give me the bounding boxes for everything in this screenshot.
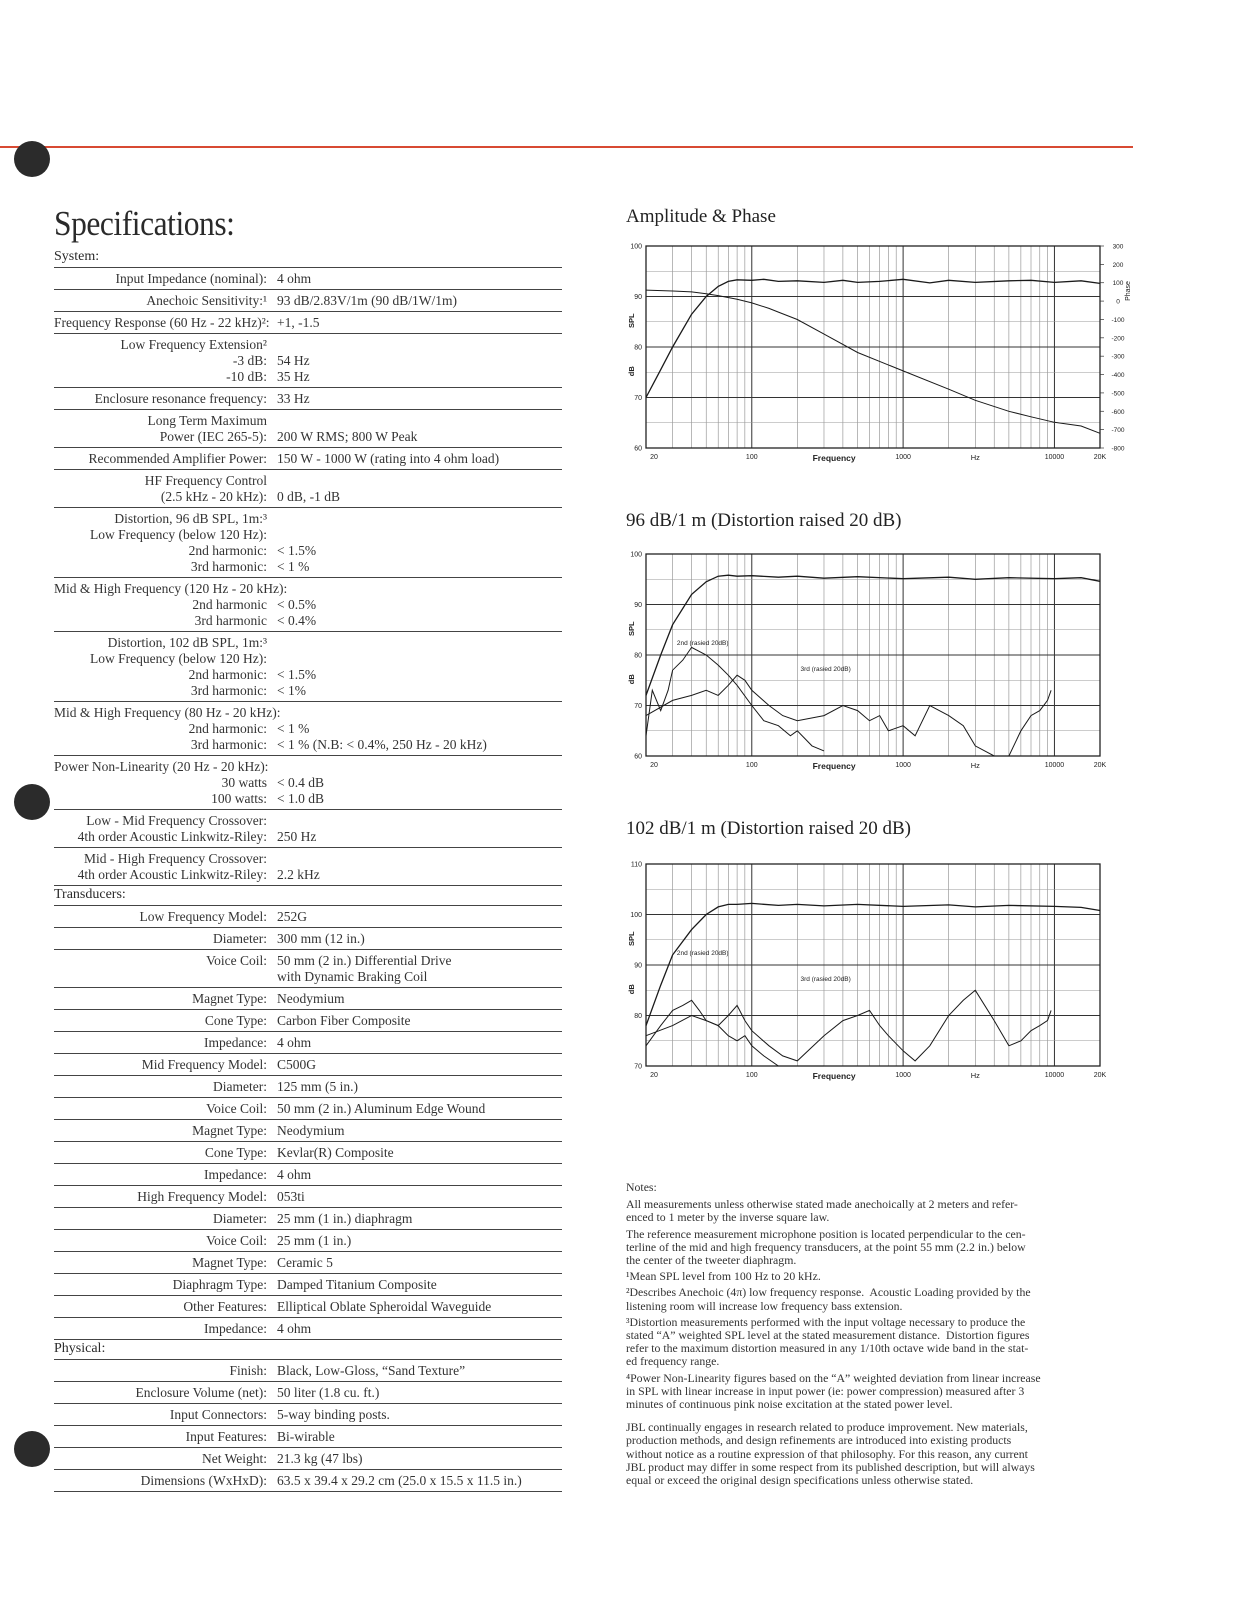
spec-value: C500G xyxy=(277,1057,317,1072)
binder-hole-middle xyxy=(14,784,50,820)
x-tick-label: 20 xyxy=(650,1072,658,1079)
annotation-2nd: 2nd (rasied 20dB) xyxy=(676,639,729,647)
spec-row xyxy=(54,1470,562,1492)
spec-label: Impedance: xyxy=(204,1035,267,1050)
y-tick-label: 70 xyxy=(634,1063,642,1071)
chart-title-amplitude-phase: Amplitude & Phase xyxy=(626,206,776,227)
note-paragraph: The reference measurement microphone position is located perpendicular to the cen- terline of the mid and high frequency transducers, at the point 55 mm (2.2 in.) below the center of the tweeter diaphragm. xyxy=(626,1226,1026,1268)
chart-title-102db: 102 dB/1 m (Distortion raised 20 dB) xyxy=(626,818,911,839)
spec-value: 50 mm (2 in.) Aluminum Edge Wound xyxy=(277,1101,486,1116)
spec-row xyxy=(54,470,562,508)
spec-row xyxy=(54,268,562,290)
x-tick-label: 10000 xyxy=(1044,762,1065,769)
spec-label: Low Frequency Extension² -3 dB: -10 dB: xyxy=(120,337,267,384)
closing-statement: JBL continually engages in research related to produce improvement. New materials, production methods, and design refinements are introduced into existing products without notice as a routine expression of that philosophy. For this reason, any current JBL product may differ in some respect from its published description, but will always equal or exceed the original design specifications unless otherwise stated. xyxy=(626,1420,1035,1488)
spec-value: 200 W RMS; 800 W Peak xyxy=(277,429,418,444)
spec-label: Anechoic Sensitivity:¹ xyxy=(146,293,267,308)
spec-label: Voice Coil: xyxy=(206,1233,267,1248)
series-line xyxy=(646,990,1051,1061)
distortion-96db-chart xyxy=(626,548,1166,788)
spec-label: Low Frequency Model: xyxy=(139,909,267,924)
notes-section xyxy=(626,1181,1126,1490)
spec-value: Kevlar(R) Composite xyxy=(277,1145,394,1160)
x-tick-label: 1000 xyxy=(895,762,911,769)
spec-value: Neodymium xyxy=(277,991,345,1006)
spec-label: Power Non-Linearity (20 Hz - 20 kHz): 30 watts 100 watts: xyxy=(54,759,269,806)
spec-row xyxy=(54,1032,562,1054)
x-tick-label: 20K xyxy=(1093,1072,1107,1079)
spec-value: 4 ohm xyxy=(277,1035,312,1050)
section-heading: Transducers: xyxy=(54,886,562,906)
spec-row xyxy=(54,334,562,388)
spec-label: Diameter: xyxy=(213,931,267,946)
spec-value: Ceramic 5 xyxy=(277,1255,333,1270)
note-paragraph: All measurements unless otherwise stated made anechoically at 2 meters and refer- enced to 1 meter by the inverse square law. xyxy=(626,1197,1018,1225)
spec-label: Mid Frequency Model: xyxy=(141,1057,267,1072)
spec-row xyxy=(54,950,562,988)
phase-tick-label: -100 xyxy=(1111,316,1125,324)
note-paragraph: ¹Mean SPL level from 100 Hz to 20 kHz. xyxy=(626,1269,821,1284)
spec-label: Finish: xyxy=(229,1363,267,1378)
spec-value: Elliptical Oblate Spheroidal Waveguide xyxy=(277,1299,492,1314)
spec-value: Black, Low-Gloss, “Sand Texture” xyxy=(277,1363,466,1378)
spec-row xyxy=(54,928,562,950)
spec-value: 21.3 kg (47 lbs) xyxy=(277,1451,363,1466)
y-tick-label: 80 xyxy=(634,652,642,660)
spec-row xyxy=(54,1010,562,1032)
y-axis-label-db: dB xyxy=(627,366,636,377)
spec-value: 50 mm (2 in.) Differential Drive with Dynamic Braking Coil xyxy=(277,953,452,984)
spec-label: Magnet Type: xyxy=(192,1123,267,1138)
spec-label: Voice Coil: xyxy=(206,953,267,968)
series-line xyxy=(646,279,1100,397)
specifications-panel xyxy=(54,204,562,1492)
header-rule xyxy=(0,146,1133,148)
x-tick-label: 100 xyxy=(745,1072,758,1079)
spec-value: 25 mm (1 in.) diaphragm xyxy=(277,1211,413,1226)
spec-label: Voice Coil: xyxy=(206,1101,267,1116)
notes-heading: Notes: xyxy=(626,1180,657,1194)
spec-label: Impedance: xyxy=(204,1321,267,1336)
spec-value: < 0.5% < 0.4% xyxy=(277,597,317,628)
spec-value: 252G xyxy=(277,909,307,924)
spec-value: 2.2 kHz xyxy=(277,867,320,882)
spec-value: < 1.5% < 1 % xyxy=(277,543,317,574)
spec-row xyxy=(54,988,562,1010)
spec-label: Recommended Amplifier Power: xyxy=(88,451,267,466)
spec-row xyxy=(54,1230,562,1252)
spec-label: HF Frequency Control (2.5 kHz - 20 kHz): xyxy=(144,473,267,504)
specifications-title: Specifications: xyxy=(54,204,235,243)
spec-value: Neodymium xyxy=(277,1123,345,1138)
x-tick-label: 1000 xyxy=(895,454,911,461)
spec-row xyxy=(54,1296,562,1318)
spec-row xyxy=(54,1186,562,1208)
spec-value: 053ti xyxy=(277,1189,305,1204)
spec-row xyxy=(54,702,562,756)
series-line xyxy=(646,290,1100,433)
spec-label: Input Features: xyxy=(185,1429,267,1444)
phase-tick-label: -400 xyxy=(1111,372,1125,380)
y-tick-label: 60 xyxy=(634,445,642,453)
spec-row xyxy=(54,906,562,928)
x-tick-label: 100 xyxy=(745,762,758,769)
y-tick-label: 110 xyxy=(630,861,642,869)
phase-tick-label: -700 xyxy=(1111,427,1125,435)
spec-row xyxy=(54,1448,562,1470)
spec-label: Magnet Type: xyxy=(192,991,267,1006)
spec-value: 54 Hz 35 Hz xyxy=(277,353,310,384)
spec-row xyxy=(54,1426,562,1448)
spec-value: 125 mm (5 in.) xyxy=(277,1079,358,1094)
phase-tick-label: -200 xyxy=(1111,335,1125,343)
phase-tick-label: -800 xyxy=(1111,445,1125,453)
x-axis-label: Frequency xyxy=(812,1071,856,1081)
x-tick-label: 10000 xyxy=(1044,1072,1065,1079)
x-tick-label: 20 xyxy=(650,454,658,461)
spec-label: Other Features: xyxy=(183,1299,267,1314)
x-tick-label: 20K xyxy=(1093,454,1107,461)
spec-value: 150 W - 1000 W (rating into 4 ohm load) xyxy=(277,451,500,466)
spec-row xyxy=(54,1404,562,1426)
x-tick-label: 1000 xyxy=(895,1072,911,1079)
specifications-table xyxy=(54,248,562,1492)
spec-value: 25 mm (1 in.) xyxy=(277,1233,352,1248)
spec-value: 4 ohm xyxy=(277,1321,312,1336)
y-tick-label: 60 xyxy=(634,753,642,761)
y-tick-label: 100 xyxy=(630,551,642,559)
chart-title-96db: 96 dB/1 m (Distortion raised 20 dB) xyxy=(626,510,902,531)
spec-label: Distortion, 96 dB SPL, 1m:³ Low Frequency (below 120 Hz): 2nd harmonic: 3rd harmonic: xyxy=(90,511,267,574)
section-heading: System: xyxy=(54,248,562,268)
binder-hole-bottom xyxy=(14,1431,50,1467)
spec-row xyxy=(54,410,562,448)
spec-row xyxy=(54,1274,562,1296)
phase-tick-label: -300 xyxy=(1111,353,1125,361)
y-tick-label: 100 xyxy=(630,912,642,919)
spec-label: Mid - High Frequency Crossover: 4th order Acoustic Linkwitz-Riley: xyxy=(77,851,267,882)
note-paragraph: ²Describes Anechoic (4π) low frequency response. Acoustic Loading provided by the listening room will increase low frequency bass extension. xyxy=(626,1285,1031,1313)
spec-label: Diaphragm Type: xyxy=(172,1277,267,1292)
spec-value: < 1.5% < 1% xyxy=(277,667,317,698)
spec-row xyxy=(54,756,562,810)
spec-row xyxy=(54,1252,562,1274)
spec-row xyxy=(54,810,562,848)
spec-row xyxy=(54,1054,562,1076)
spec-value: < 0.4 dB < 1.0 dB xyxy=(277,775,324,806)
spec-label: Input Connectors: xyxy=(169,1407,267,1422)
spec-label: Dimensions (WxHxD): xyxy=(140,1473,267,1488)
spec-value: 300 mm (12 in.) xyxy=(277,931,365,946)
y-tick-label: 90 xyxy=(634,294,642,301)
amplitude-phase-chart xyxy=(626,240,1166,480)
spec-row xyxy=(54,388,562,410)
x-tick-label: 10000 xyxy=(1044,454,1065,461)
spec-value: Carbon Fiber Composite xyxy=(277,1013,411,1028)
y-tick-label: 100 xyxy=(630,243,642,251)
spec-value: 63.5 x 39.4 x 29.2 cm (25.0 x 15.5 x 11.5 in.) xyxy=(277,1473,522,1488)
spec-label: Enclosure resonance frequency: xyxy=(94,391,267,406)
spec-label: Impedance: xyxy=(204,1167,267,1182)
spec-row xyxy=(54,1382,562,1404)
x-tick-label: 20K xyxy=(1093,762,1107,769)
x-tick-label: 20 xyxy=(650,762,658,769)
x-unit-label: Hz xyxy=(970,1071,980,1080)
spec-label: Diameter: xyxy=(213,1211,267,1226)
spec-value: 50 liter (1.8 cu. ft.) xyxy=(277,1385,380,1400)
y-axis-label-spl: SPL xyxy=(627,621,636,637)
phase-tick-label: -500 xyxy=(1111,390,1125,398)
series-line xyxy=(646,575,1100,695)
spec-label: Magnet Type: xyxy=(192,1255,267,1270)
spec-value: 5-way binding posts. xyxy=(277,1407,390,1422)
spec-row xyxy=(54,1076,562,1098)
spec-value: 0 dB, -1 dB xyxy=(277,489,341,504)
spec-value: 4 ohm xyxy=(277,1167,312,1182)
distortion-102db-chart xyxy=(626,858,1166,1098)
spec-row xyxy=(54,290,562,312)
annotation-3rd: 3rd (rasied 20dB) xyxy=(800,666,851,674)
phase-tick-label: 0 xyxy=(1116,298,1120,306)
spec-row xyxy=(54,632,562,702)
spec-row xyxy=(54,1318,562,1340)
spec-label: Cone Type: xyxy=(204,1013,267,1028)
y-tick-label: 90 xyxy=(634,962,642,970)
spec-value: Damped Titanium Composite xyxy=(277,1277,437,1292)
phase-tick-label: 200 xyxy=(1112,261,1124,269)
spec-label: Input Impedance (nominal): xyxy=(115,271,267,286)
spec-row xyxy=(54,508,562,578)
x-unit-label: Hz xyxy=(970,761,980,770)
spec-label: Low - Mid Frequency Crossover: 4th order Acoustic Linkwitz-Riley: xyxy=(77,813,267,844)
section-heading: Physical: xyxy=(54,1340,562,1360)
y-tick-label: 90 xyxy=(634,602,642,609)
spec-row xyxy=(54,1164,562,1186)
spec-row xyxy=(54,448,562,470)
spec-row xyxy=(54,1208,562,1230)
spec-label: Mid & High Frequency (80 Hz - 20 kHz): 2nd harmonic: 3rd harmonic: xyxy=(54,705,281,752)
y-axis-label-db: dB xyxy=(627,984,636,995)
spec-label: Net Weight: xyxy=(201,1451,267,1466)
note-paragraph: ⁴Power Non-Linearity figures based on the “A” weighted deviation from linear increase in SPL with linear increase in input power (ie: power compression) measured after 3 minutes of continuous pink noise excitation at the stated power level. xyxy=(626,1370,1041,1412)
spec-row xyxy=(54,1360,562,1382)
spec-value: 33 Hz xyxy=(277,391,310,406)
x-axis-label: Frequency xyxy=(812,761,856,771)
spec-label: Diameter: xyxy=(213,1079,267,1094)
spec-row xyxy=(54,848,562,886)
note-paragraph: ³Distortion measurements performed with the input voltage necessary to produce the stated “A” weighted SPL level at the stated measurement distance. Distortion figures refer to the maximum distortion measured in any 1/10th octave wide band in the stat- ed frequency range. xyxy=(626,1314,1030,1369)
y-tick-label: 80 xyxy=(634,344,642,352)
spec-value: 4 ohm xyxy=(277,271,312,286)
series-line xyxy=(646,675,1051,756)
spec-label: High Frequency Model: xyxy=(137,1189,267,1204)
x-axis-label: Frequency xyxy=(812,453,856,463)
y-axis-label-spl: SPL xyxy=(627,931,636,947)
x-unit-label: Hz xyxy=(970,453,980,462)
spec-row xyxy=(54,312,562,334)
spec-row xyxy=(54,578,562,632)
spec-row xyxy=(54,1098,562,1120)
spec-row xyxy=(54,1142,562,1164)
y-axis-label-spl: SPL xyxy=(627,313,636,329)
annotation-3rd: 3rd (rasied 20dB) xyxy=(800,976,851,984)
spec-value: 93 dB/2.83V/1m (90 dB/1W/1m) xyxy=(277,293,457,308)
spec-label: Cone Type: xyxy=(204,1145,267,1160)
spec-value: +1, -1.5 xyxy=(277,315,320,330)
spec-label: Frequency Response (60 Hz - 22 kHz)²: xyxy=(54,315,270,330)
spec-value: 250 Hz xyxy=(277,829,317,844)
x-tick-label: 100 xyxy=(745,454,758,461)
y-tick-label: 80 xyxy=(634,1013,642,1020)
phase-tick-label: -600 xyxy=(1111,408,1125,416)
spec-label: Long Term Maximum Power (IEC 265-5): xyxy=(147,413,267,444)
annotation-2nd: 2nd (rasied 20dB) xyxy=(676,949,729,957)
notes-list xyxy=(626,1198,1126,1411)
spec-value: Bi-wirable xyxy=(277,1429,335,1444)
y-tick-label: 70 xyxy=(634,395,642,402)
binder-hole-top xyxy=(14,141,50,177)
y-axis-label-db: dB xyxy=(627,674,636,685)
phase-tick-label: 300 xyxy=(1112,243,1124,251)
y-tick-label: 70 xyxy=(634,703,642,710)
spec-label: Mid & High Frequency (120 Hz - 20 kHz): 2nd harmonic 3rd harmonic xyxy=(54,581,288,628)
spec-label: Distortion, 102 dB SPL, 1m:³ Low Frequency (below 120 Hz): 2nd harmonic: 3rd harmonic: xyxy=(90,635,267,698)
spec-value: < 1 % < 1 % (N.B: < 0.4%, 250 Hz - 20 kHz) xyxy=(277,721,487,752)
spec-row xyxy=(54,1120,562,1142)
phase-tick-label: 100 xyxy=(1112,280,1124,288)
phase-axis-label: Phase xyxy=(1125,281,1132,301)
spec-label: Enclosure Volume (net): xyxy=(135,1385,267,1400)
